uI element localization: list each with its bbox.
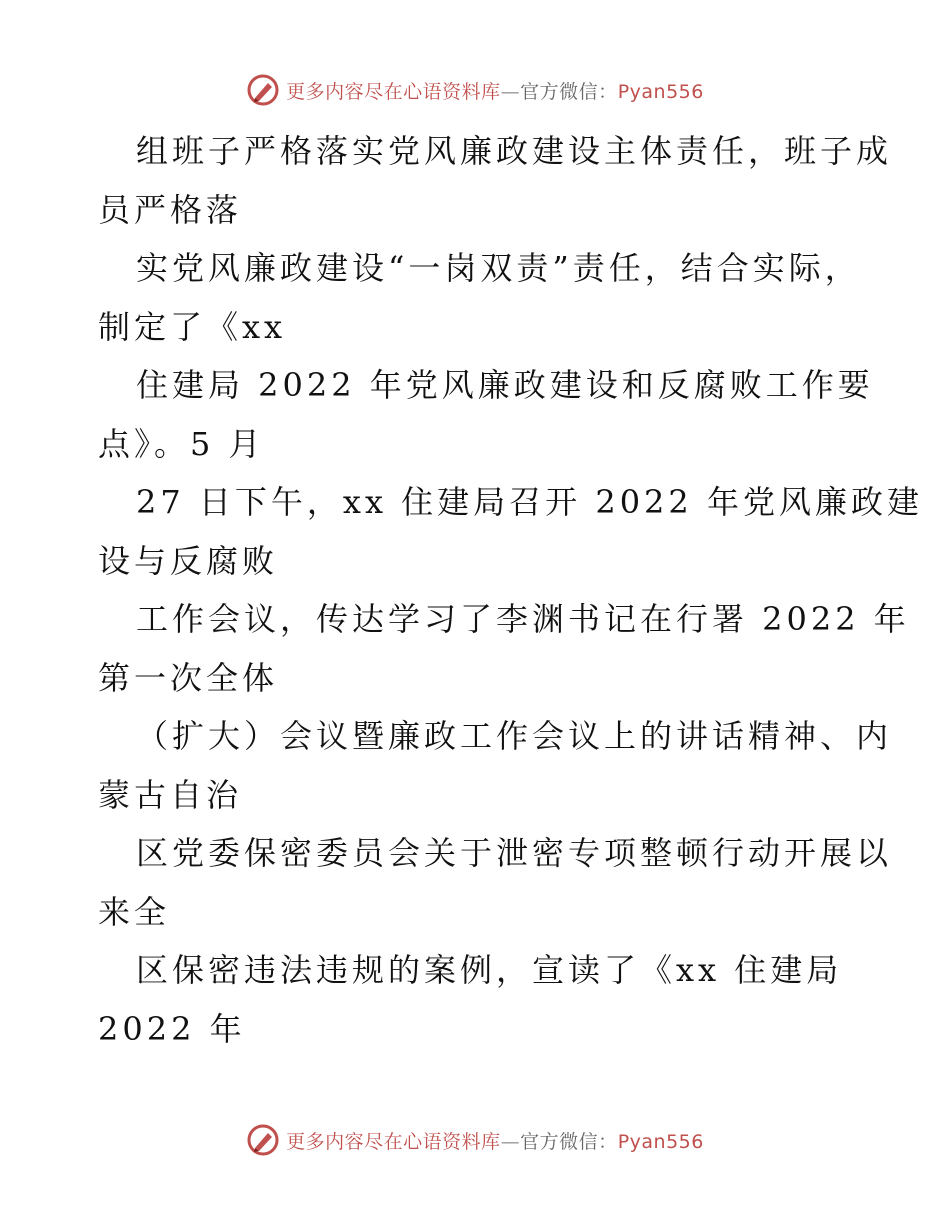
header-watermark [0, 70, 950, 110]
document-body [98, 122, 923, 1058]
watermark-main: 更多内容尽在心语资料库 [286, 80, 501, 103]
watermark-text [286, 1127, 704, 1154]
body-line: 制定了《xx [98, 307, 287, 346]
watermark-dash: — [500, 1130, 521, 1153]
body-line: 工作会议，传达学习了李渊书记在行署 2022 年 [136, 600, 910, 638]
body-line: 员严格落 [98, 190, 243, 229]
watermark-wechat-id: Pyan556 [617, 1130, 704, 1153]
body-line: 设与反腐败 [98, 541, 279, 580]
footer-watermark [0, 1120, 950, 1160]
body-line: （扩大）会议暨廉政工作会议上的讲话精神、内 [136, 717, 893, 755]
body-line: 区保密违法违规的案例，宣读了《xx 住建局 [136, 951, 843, 989]
body-line: 区党委保密委员会关于泄密专项整顿行动开展以 [136, 834, 893, 872]
body-line: 住建局 2022 年党风廉政建设和反腐败工作要 [136, 366, 874, 404]
pen-circle-logo-icon [246, 1123, 280, 1157]
body-line: 2022 年 [98, 1009, 246, 1048]
watermark-text [286, 77, 704, 104]
watermark-dash: — [500, 80, 521, 103]
body-line: 第一次全体 [98, 658, 279, 697]
watermark-wechat-label: 官方微信： [520, 80, 618, 103]
body-line: 27 日下午，xx 住建局召开 2022 年党风廉政建 [136, 483, 923, 521]
body-line: 实党风廉政建设“一岗双责”责任，结合实际， [136, 249, 861, 287]
watermark-wechat-label: 官方微信： [520, 1130, 618, 1153]
body-line: 来全 [98, 892, 171, 931]
watermark-wechat-id: Pyan556 [617, 80, 704, 103]
body-line: 组班子严格落实党风廉政建设主体责任，班子成 [136, 132, 893, 170]
pen-circle-logo-icon [246, 73, 280, 107]
body-line: 点》。5 月 [98, 424, 265, 463]
body-line: 蒙古自治 [98, 775, 243, 814]
watermark-main: 更多内容尽在心语资料库 [286, 1130, 501, 1153]
